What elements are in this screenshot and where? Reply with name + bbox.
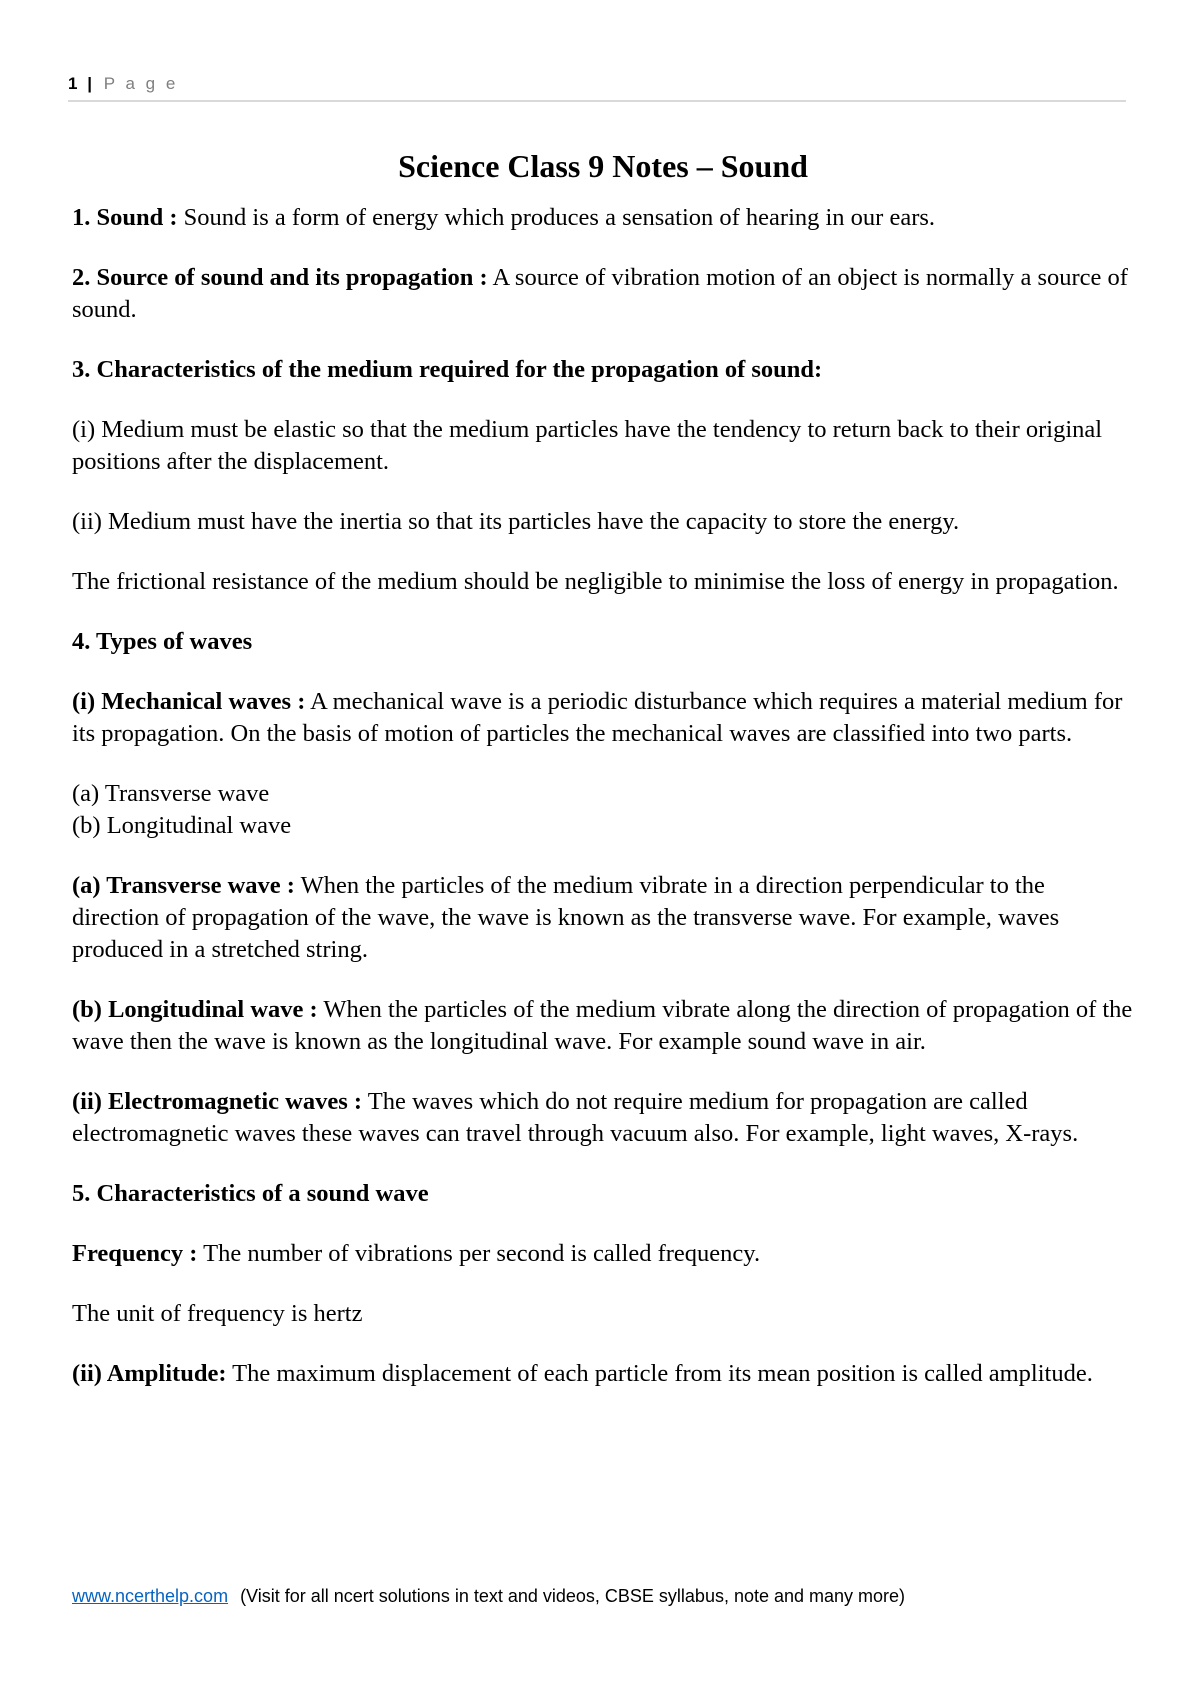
longitudinal-wave xyxy=(72,994,1134,1058)
section-source xyxy=(72,262,1134,326)
amplitude-label: (ii) Amplitude: xyxy=(72,1360,227,1387)
section-source-label: 2. Source of sound and its propagation : xyxy=(72,264,488,291)
mechanical-waves xyxy=(72,686,1134,750)
page-separator: | xyxy=(87,74,92,93)
mechanical-waves-label: (i) Mechanical waves : xyxy=(72,688,306,715)
page-number: 1 xyxy=(68,74,78,93)
list-item-longitudinal: (b) Longitudinal wave xyxy=(72,812,292,839)
section-sound-text: Sound is a form of energy which produces a sensation of hearing in our ears. xyxy=(177,204,936,231)
page-footer xyxy=(72,1586,905,1607)
frequency-text: The number of vibrations per second is called frequency. xyxy=(197,1240,761,1267)
frequency-label: Frequency : xyxy=(72,1240,198,1267)
list-item-transverse: (a) Transverse wave xyxy=(72,780,270,807)
document-body xyxy=(72,146,1134,1418)
page-header xyxy=(68,74,178,94)
section-medium-heading xyxy=(72,354,1134,386)
medium-note: The frictional resistance of the medium should be negligible to minimise the loss of energy in propagation. xyxy=(72,568,1119,595)
frequency-unit: The unit of frequency is hertz xyxy=(72,1300,363,1327)
footer-link[interactable]: www.ncerthelp.com xyxy=(72,1586,229,1606)
transverse-wave-label: (a) Transverse wave : xyxy=(72,872,295,899)
electromagnetic-waves xyxy=(72,1086,1134,1150)
amplitude xyxy=(72,1358,1134,1390)
mechanical-waves-text: A mechanical wave is a periodic disturbance which requires a material medium for its propagation. On the basis of motion of particles the mechanical waves are classified into two parts. xyxy=(72,688,1123,747)
section-sound xyxy=(72,202,1134,234)
frequency xyxy=(72,1238,1134,1270)
transverse-wave xyxy=(72,870,1134,966)
electromagnetic-waves-text: The waves which do not require medium for propagation are called electromagnetic waves these waves can travel through vacuum also. For example, light waves, X-rays. xyxy=(72,1088,1079,1147)
header-rule xyxy=(68,100,1126,102)
section-source-text: A source of vibration motion of an object is normally a source of sound. xyxy=(72,264,1128,323)
document-title: Science Class 9 Notes – Sound xyxy=(398,148,808,184)
medium-point-2: (ii) Medium must have the inertia so that its particles have the capacity to store the energy. xyxy=(72,508,960,535)
transverse-wave-text: When the particles of the medium vibrate in a direction perpendicular to the direction of propagation of the wave, the wave is known as the transverse wave. For example, waves produced in a stretched string. xyxy=(72,872,1060,963)
section-characteristics-heading xyxy=(72,1178,1134,1210)
section-characteristics-heading-text: 5. Characteristics of a sound wave xyxy=(72,1180,429,1207)
electromagnetic-waves-label: (ii) Electromagnetic waves : xyxy=(72,1088,363,1115)
amplitude-text: The maximum displacement of each particle from its mean position is called amplitude. xyxy=(226,1360,1093,1387)
medium-point-1: (i) Medium must be elastic so that the medium particles have the tendency to return back to their original positions after the displacement. xyxy=(72,416,1103,475)
footer-note: (Visit for all ncert solutions in text and videos, CBSE syllabus, note and many more) xyxy=(240,1586,906,1606)
section-types-heading-text: 4. Types of waves xyxy=(72,628,253,655)
longitudinal-wave-label: (b) Longitudinal wave : xyxy=(72,996,318,1023)
page-word: P a g e xyxy=(103,74,179,93)
section-types-heading xyxy=(72,626,1134,658)
section-sound-label: 1. Sound : xyxy=(72,204,178,231)
section-medium-heading-text: 3. Characteristics of the medium required for the propagation of sound: xyxy=(72,356,823,383)
longitudinal-wave-text: When the particles of the medium vibrate along the direction of propagation of the wave then the wave is known as the longitudinal wave. For example sound wave in air. xyxy=(72,996,1133,1055)
